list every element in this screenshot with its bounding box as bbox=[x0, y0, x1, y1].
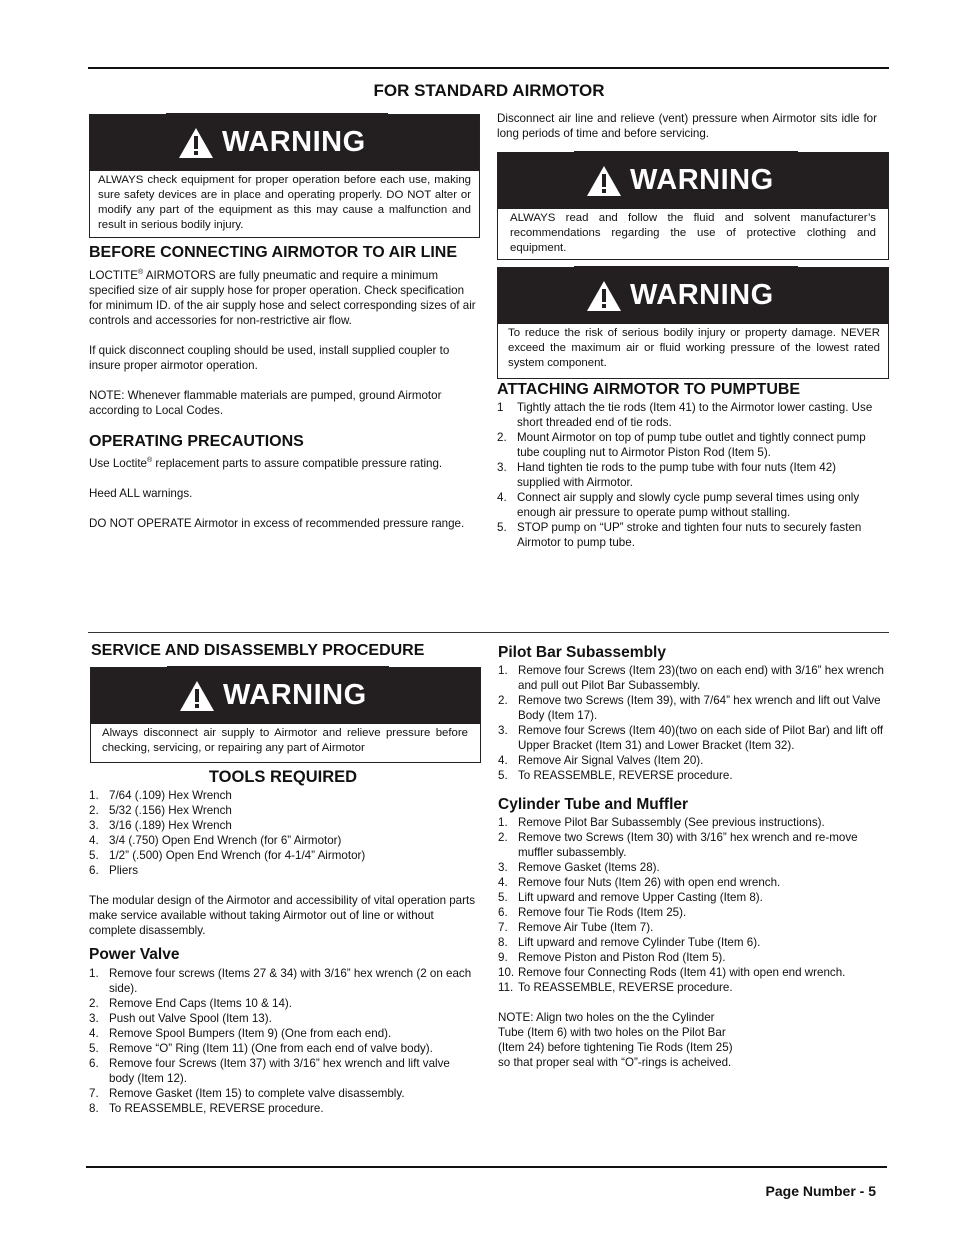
list-text: Remove two Screws (Item 39), with 7/64” hex wrench and lift out Valve Body (Item 17). bbox=[518, 694, 881, 722]
list-text: Remove two Screws (Item 30) with 3/16” hex wrench and re-move muffler subassembly. bbox=[518, 831, 858, 859]
list-item bbox=[89, 1011, 477, 1026]
list-item bbox=[498, 875, 888, 890]
list-text: Tightly attach the tie rods (Item 41) to the Airmotor lower casting. Use short threaded end of tie rods. bbox=[517, 401, 873, 429]
list-item bbox=[89, 848, 477, 863]
list-number: 3. bbox=[498, 724, 508, 737]
list-item bbox=[497, 520, 881, 550]
list-item bbox=[498, 663, 888, 693]
warning-text: ALWAYS check equipment for proper operation before each use, making sure safety devices are in place and operating properly. DO NOT alter or modify any part of the equipment as this may cause a malfunction and result in serious bodily injury. bbox=[98, 174, 471, 231]
section-before-connecting bbox=[89, 243, 477, 531]
list-number: 4. bbox=[497, 491, 507, 504]
list-number: 2. bbox=[89, 804, 99, 817]
warning-text: Always disconnect air supply to Airmotor and relieve pressure before checking, servicing, or repairing any part of Airmotor bbox=[102, 727, 468, 754]
list-text: Remove four Screws (Item 40)(two on each side of Pilot Bar) and lift off Upper Bracket (Item 31) and Lower Bracket (Item 32). bbox=[518, 724, 884, 752]
section-heading: OPERATING PRECAUTIONS bbox=[89, 432, 304, 450]
list-text: Remove four Screws (Item 23)(two on each end) with 3/16” hex wrench and pull out Pilot Bar Subassembly. bbox=[518, 664, 885, 692]
list-text: Remove End Caps (Items 10 & 14). bbox=[109, 997, 293, 1010]
list-number: 3. bbox=[89, 1012, 99, 1025]
list-item bbox=[89, 1056, 477, 1086]
warning-text: ALWAYS read and follow the fluid and solvent manufacturer’s recommendations regarding the use of protective clothing and equipment. bbox=[510, 212, 876, 254]
list-text: Lift upward and remove Upper Casting (Item 8). bbox=[518, 891, 763, 904]
page-number: Page Number - 5 bbox=[765, 1183, 876, 1199]
section-heading: BEFORE CONNECTING AIRMOTOR TO AIR LINE bbox=[89, 244, 458, 261]
list-number: 2. bbox=[498, 694, 508, 707]
cylinder-steps bbox=[498, 815, 888, 995]
warning-box-disconnect bbox=[90, 667, 481, 763]
list-item bbox=[498, 950, 888, 965]
warning-triangle-icon bbox=[178, 127, 214, 159]
paragraph: Use Loctite® replacement parts to assure compatible pressure rating. bbox=[89, 456, 443, 470]
note-line: (Item 24) before tightening Tie Rods (Item 25) bbox=[498, 1041, 733, 1054]
list-text: Hand tighten tie rods to the pump tube with four nuts (Item 42) supplied with Airmotor. bbox=[517, 461, 837, 489]
list-item bbox=[498, 753, 888, 768]
list-number: 4. bbox=[498, 754, 508, 767]
paragraph: NOTE: Whenever flammable materials are pumped, ground Airmotor according to Local Codes. bbox=[89, 388, 442, 417]
pilot-bar-steps bbox=[498, 663, 888, 783]
list-number: 3. bbox=[89, 819, 99, 832]
section-tools bbox=[89, 767, 477, 1116]
paragraph: If quick disconnect coupling should be used, install supplied coupler to insure proper airmotor operation. bbox=[89, 343, 450, 372]
warning-triangle-icon bbox=[586, 280, 622, 312]
section-heading: TOOLS REQUIRED bbox=[208, 768, 358, 786]
list-text: Push out Valve Spool (Item 13). bbox=[109, 1012, 272, 1025]
list-text: To REASSEMBLE, REVERSE procedure. bbox=[109, 1102, 324, 1115]
list-item bbox=[89, 1086, 477, 1101]
list-item bbox=[498, 830, 888, 860]
list-number: 1. bbox=[498, 664, 508, 677]
list-item bbox=[498, 980, 888, 995]
note-line: so that proper seal with “O”-rings is acheived. bbox=[498, 1056, 732, 1069]
warning-title: WARNING bbox=[179, 679, 367, 712]
list-item bbox=[498, 935, 888, 950]
list-text: Remove Air Signal Valves (Item 20). bbox=[518, 754, 704, 767]
section-attaching bbox=[497, 380, 881, 550]
list-number: 5. bbox=[89, 1042, 99, 1055]
list-number: 6. bbox=[89, 864, 99, 877]
note-line: Tube (Item 6) with two holes on the Pilot Bar bbox=[498, 1026, 726, 1039]
list-item bbox=[89, 803, 477, 818]
list-number: 2. bbox=[498, 831, 508, 844]
list-number: 5. bbox=[498, 891, 508, 904]
warning-title: WARNING bbox=[586, 164, 774, 197]
list-text: Remove Piston and Piston Rod (Item 5). bbox=[518, 951, 726, 964]
list-number: 1. bbox=[89, 789, 99, 802]
list-text: STOP pump on “UP” stroke and tighten four nuts to securely fasten Airmotor to pump tube. bbox=[517, 521, 862, 549]
list-number: 1. bbox=[498, 816, 508, 829]
list-text: Remove Spool Bumpers (Item 9) (One from each end). bbox=[109, 1027, 392, 1040]
list-number: 1. bbox=[89, 967, 99, 980]
warning-text: To reduce the risk of serious bodily injury or property damage. NEVER exceed the maximum air or fluid working pressure of the lowest rated system component. bbox=[508, 327, 880, 369]
paragraph: DO NOT OPERATE Airmotor in excess of recommended pressure range. bbox=[89, 516, 465, 530]
section-pilot-bar bbox=[498, 644, 888, 1070]
list-item bbox=[89, 1101, 477, 1116]
list-item bbox=[89, 1041, 477, 1056]
list-number: 5. bbox=[89, 849, 99, 862]
list-number: 3. bbox=[498, 861, 508, 874]
list-text: Lift upward and remove Cylinder Tube (Item 6). bbox=[518, 936, 761, 949]
power-valve-steps bbox=[89, 966, 477, 1116]
list-item bbox=[498, 890, 888, 905]
list-number: 9. bbox=[498, 951, 508, 964]
paragraph: The modular design of the Airmotor and accessibility of vital operation parts make service available without taking Airmotor out of line or without complete disassembly. bbox=[89, 894, 476, 937]
list-text: 1/2” (.500) Open End Wrench (for 4-1/4” Airmotor) bbox=[109, 849, 366, 862]
list-item bbox=[498, 815, 888, 830]
list-text: Remove four Connecting Rods (Item 41) with open end wrench. bbox=[518, 966, 846, 979]
top-rule bbox=[88, 67, 889, 69]
list-item bbox=[89, 863, 477, 878]
list-number: 11. bbox=[498, 981, 514, 994]
paragraph: LOCTITE® AIRMOTORS are fully pneumatic and require a minimum specified size of air supply hose for proper operation. Check specification for minimum ID. of the air supply hose and select corresponding sizes of air controls and accessories for non-restrictive air flow. bbox=[89, 268, 476, 327]
section-heading: Cylinder Tube and Muffler bbox=[498, 796, 689, 813]
list-number: 8. bbox=[89, 1102, 99, 1115]
list-number: 3. bbox=[497, 461, 507, 474]
list-text: Remove four Screws (Item 37) with 3/16” hex wrench and lift valve body (Item 12). bbox=[109, 1057, 450, 1085]
list-text: Remove Pilot Bar Subassembly (See previous instructions). bbox=[518, 816, 825, 829]
list-text: To REASSEMBLE, REVERSE procedure. bbox=[518, 981, 733, 994]
list-item bbox=[89, 1026, 477, 1041]
list-text: Connect air supply and slowly cycle pump several times using only enough air pressure to operate pump without stalling. bbox=[517, 491, 860, 519]
list-number: 2. bbox=[89, 997, 99, 1010]
list-item bbox=[89, 966, 477, 996]
warning-title: WARNING bbox=[586, 279, 774, 312]
list-text: Remove Air Tube (Item 7). bbox=[518, 921, 654, 934]
section-heading: Pilot Bar Subassembly bbox=[498, 644, 666, 661]
list-item bbox=[498, 860, 888, 875]
list-number: 5. bbox=[497, 521, 507, 534]
list-text: 3/16 (.189) Hex Wrench bbox=[109, 819, 232, 832]
list-item bbox=[498, 723, 888, 753]
list-text: 7/64 (.109) Hex Wrench bbox=[109, 789, 232, 802]
middle-rule bbox=[88, 632, 889, 633]
list-number: 4. bbox=[498, 876, 508, 889]
list-item bbox=[498, 768, 888, 783]
list-text: Remove “O” Ring (Item 11) (One from each end of valve body). bbox=[109, 1042, 433, 1055]
disconnect-note: Disconnect air line and relieve (vent) pressure when Airmotor sits idle for long periods of time and before servicing. bbox=[497, 112, 877, 140]
list-number: 4. bbox=[89, 834, 99, 847]
list-item bbox=[89, 818, 477, 833]
list-number: 7. bbox=[89, 1087, 99, 1100]
list-item bbox=[498, 965, 888, 980]
list-number: 7. bbox=[498, 921, 508, 934]
warning-box-equipment bbox=[89, 114, 480, 238]
list-number: 6. bbox=[89, 1057, 99, 1070]
list-text: Remove Gasket (Item 15) to complete valve disassembly. bbox=[109, 1087, 405, 1100]
list-text: Mount Airmotor on top of pump tube outlet and tightly connect pump tube coupling nut to Airmotor Piston Rod (Item 5). bbox=[517, 431, 866, 459]
list-text: Pliers bbox=[109, 864, 138, 877]
list-item bbox=[89, 833, 477, 848]
warning-box-protective bbox=[497, 152, 889, 260]
list-item bbox=[498, 905, 888, 920]
service-heading: SERVICE AND DISASSEMBLY PROCEDURE bbox=[91, 642, 425, 659]
attaching-steps bbox=[497, 400, 881, 550]
alignment-note bbox=[498, 1010, 888, 1070]
list-number: 4. bbox=[89, 1027, 99, 1040]
list-item bbox=[498, 920, 888, 935]
list-text: Remove four Nuts (Item 26) with open end wrench. bbox=[518, 876, 781, 889]
bottom-rule bbox=[86, 1166, 887, 1168]
list-text: 3/4 (.750) Open End Wrench (for 6” Airmotor) bbox=[109, 834, 342, 847]
list-item bbox=[89, 996, 477, 1011]
warning-triangle-icon bbox=[586, 165, 622, 197]
list-number: 5. bbox=[498, 769, 508, 782]
warning-title: WARNING bbox=[178, 126, 366, 159]
list-text: Remove Gasket (Items 28). bbox=[518, 861, 660, 874]
list-item bbox=[89, 788, 477, 803]
warning-triangle-icon bbox=[179, 680, 215, 712]
section-heading: ATTACHING AIRMOTOR TO PUMPTUBE bbox=[497, 381, 801, 398]
list-item bbox=[498, 693, 888, 723]
list-text: To REASSEMBLE, REVERSE procedure. bbox=[518, 769, 733, 782]
list-item bbox=[497, 430, 881, 460]
list-number: 10. bbox=[498, 966, 515, 979]
list-item bbox=[497, 460, 881, 490]
list-number: 6. bbox=[498, 906, 508, 919]
section-heading: Power Valve bbox=[89, 946, 180, 963]
list-item bbox=[497, 400, 881, 430]
list-text: Remove four screws (Items 27 & 34) with 3/16” hex wrench (2 on each side). bbox=[109, 967, 472, 995]
page-title: FOR STANDARD AIRMOTOR bbox=[373, 81, 605, 100]
list-text: 5/32 (.156) Hex Wrench bbox=[109, 804, 232, 817]
list-item bbox=[497, 490, 881, 520]
note-line: NOTE: Align two holes on the the Cylinder bbox=[498, 1011, 715, 1024]
tools-list bbox=[89, 788, 477, 878]
warning-box-pressure bbox=[497, 267, 889, 379]
list-text: Remove four Tie Rods (Item 25). bbox=[518, 906, 687, 919]
paragraph: Heed ALL warnings. bbox=[89, 486, 193, 500]
list-number: 2. bbox=[497, 431, 507, 444]
list-number: 1 bbox=[497, 401, 504, 414]
list-number: 8. bbox=[498, 936, 508, 949]
